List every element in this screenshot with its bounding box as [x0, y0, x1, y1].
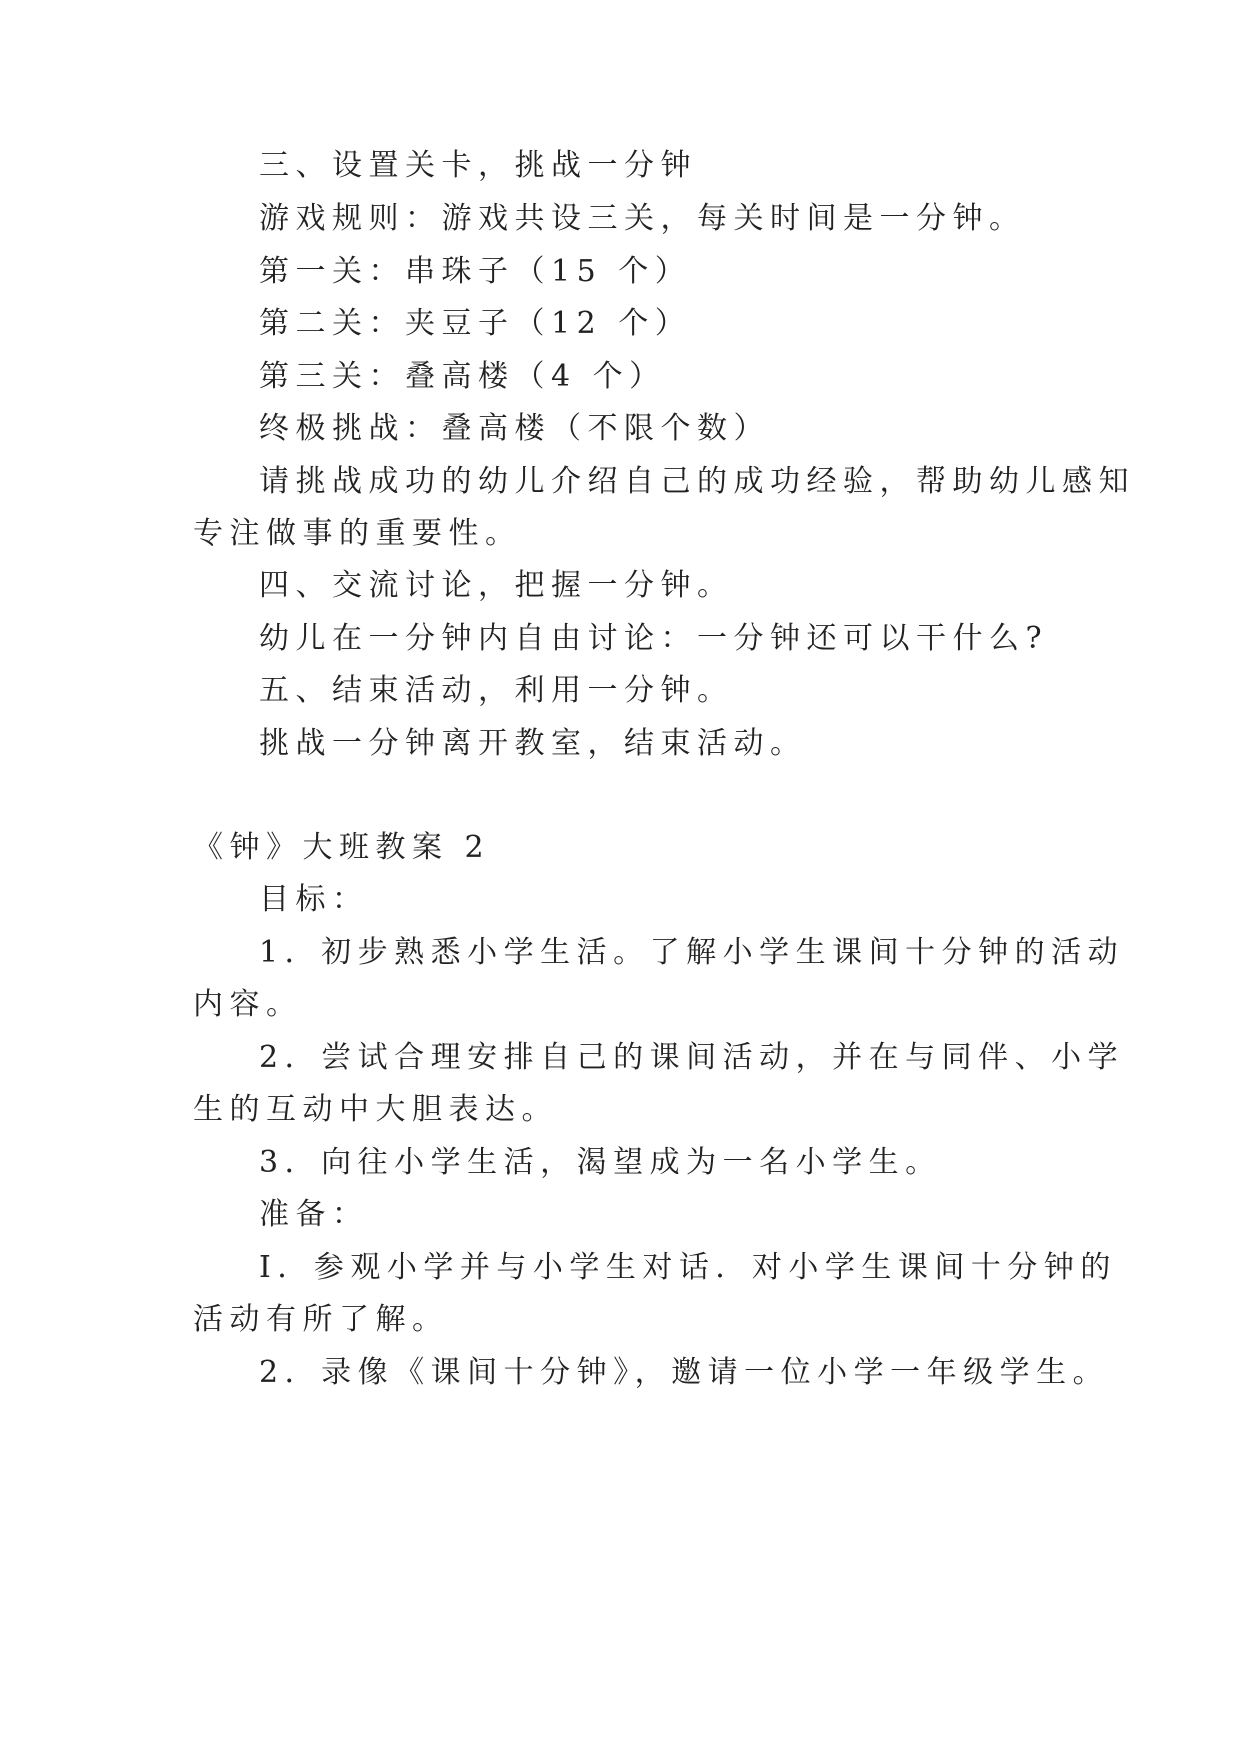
- goal-1-line-1: 1．初步熟悉小学生活。了解小学生课间十分钟的活动: [259, 935, 1125, 970]
- end-activity: 挑战一分钟离开教室，结束活动。: [259, 726, 807, 761]
- level-1: 第一关：串珠子（15 个）: [259, 254, 692, 289]
- goals-label: 目标：: [259, 882, 369, 917]
- level-2: 第二关：夹豆子（12 个）: [259, 306, 692, 341]
- preparation-1-line-1: I．参观小学并与小学生对话．对小学生课间十分钟的: [259, 1250, 1117, 1285]
- goal-2-line-2: 生的互动中大胆表达。: [193, 1092, 558, 1127]
- preparation-label: 准备：: [259, 1197, 369, 1232]
- preparation-2: 2．录像《课间十分钟》，邀请一位小学一年级学生。: [259, 1355, 1110, 1390]
- game-rules: 游戏规则：游戏共设三关，每关时间是一分钟。: [259, 201, 1026, 236]
- share-experience-line-2: 专注做事的重要性。: [193, 516, 522, 551]
- section-4-heading: 四、交流讨论，把握一分钟。: [259, 568, 734, 603]
- share-experience-line-1: 请挑战成功的幼儿介绍自己的成功经验，帮助幼儿感知: [259, 464, 1135, 499]
- level-3: 第三关：叠高楼（4 个）: [259, 359, 666, 394]
- section-5-heading: 五、结束活动，利用一分钟。: [259, 673, 734, 708]
- free-discussion: 幼儿在一分钟内自由讨论：一分钟还可以干什么?: [259, 621, 1049, 656]
- lesson-plan-2-title: 《钟》大班教案 2: [193, 830, 491, 865]
- ultimate-challenge: 终极挑战：叠高楼（不限个数）: [259, 411, 770, 446]
- goal-2-line-1: 2．尝试合理安排自己的课间活动，并在与同伴、小学: [259, 1040, 1125, 1075]
- section-3-heading: 三、设置关卡，挑战一分钟: [259, 148, 697, 183]
- goal-1-line-2: 内容。: [193, 987, 303, 1022]
- goal-3: 3．向往小学生活，渴望成为一名小学生。: [259, 1145, 942, 1180]
- preparation-1-line-2: 活动有所了解。: [193, 1302, 449, 1337]
